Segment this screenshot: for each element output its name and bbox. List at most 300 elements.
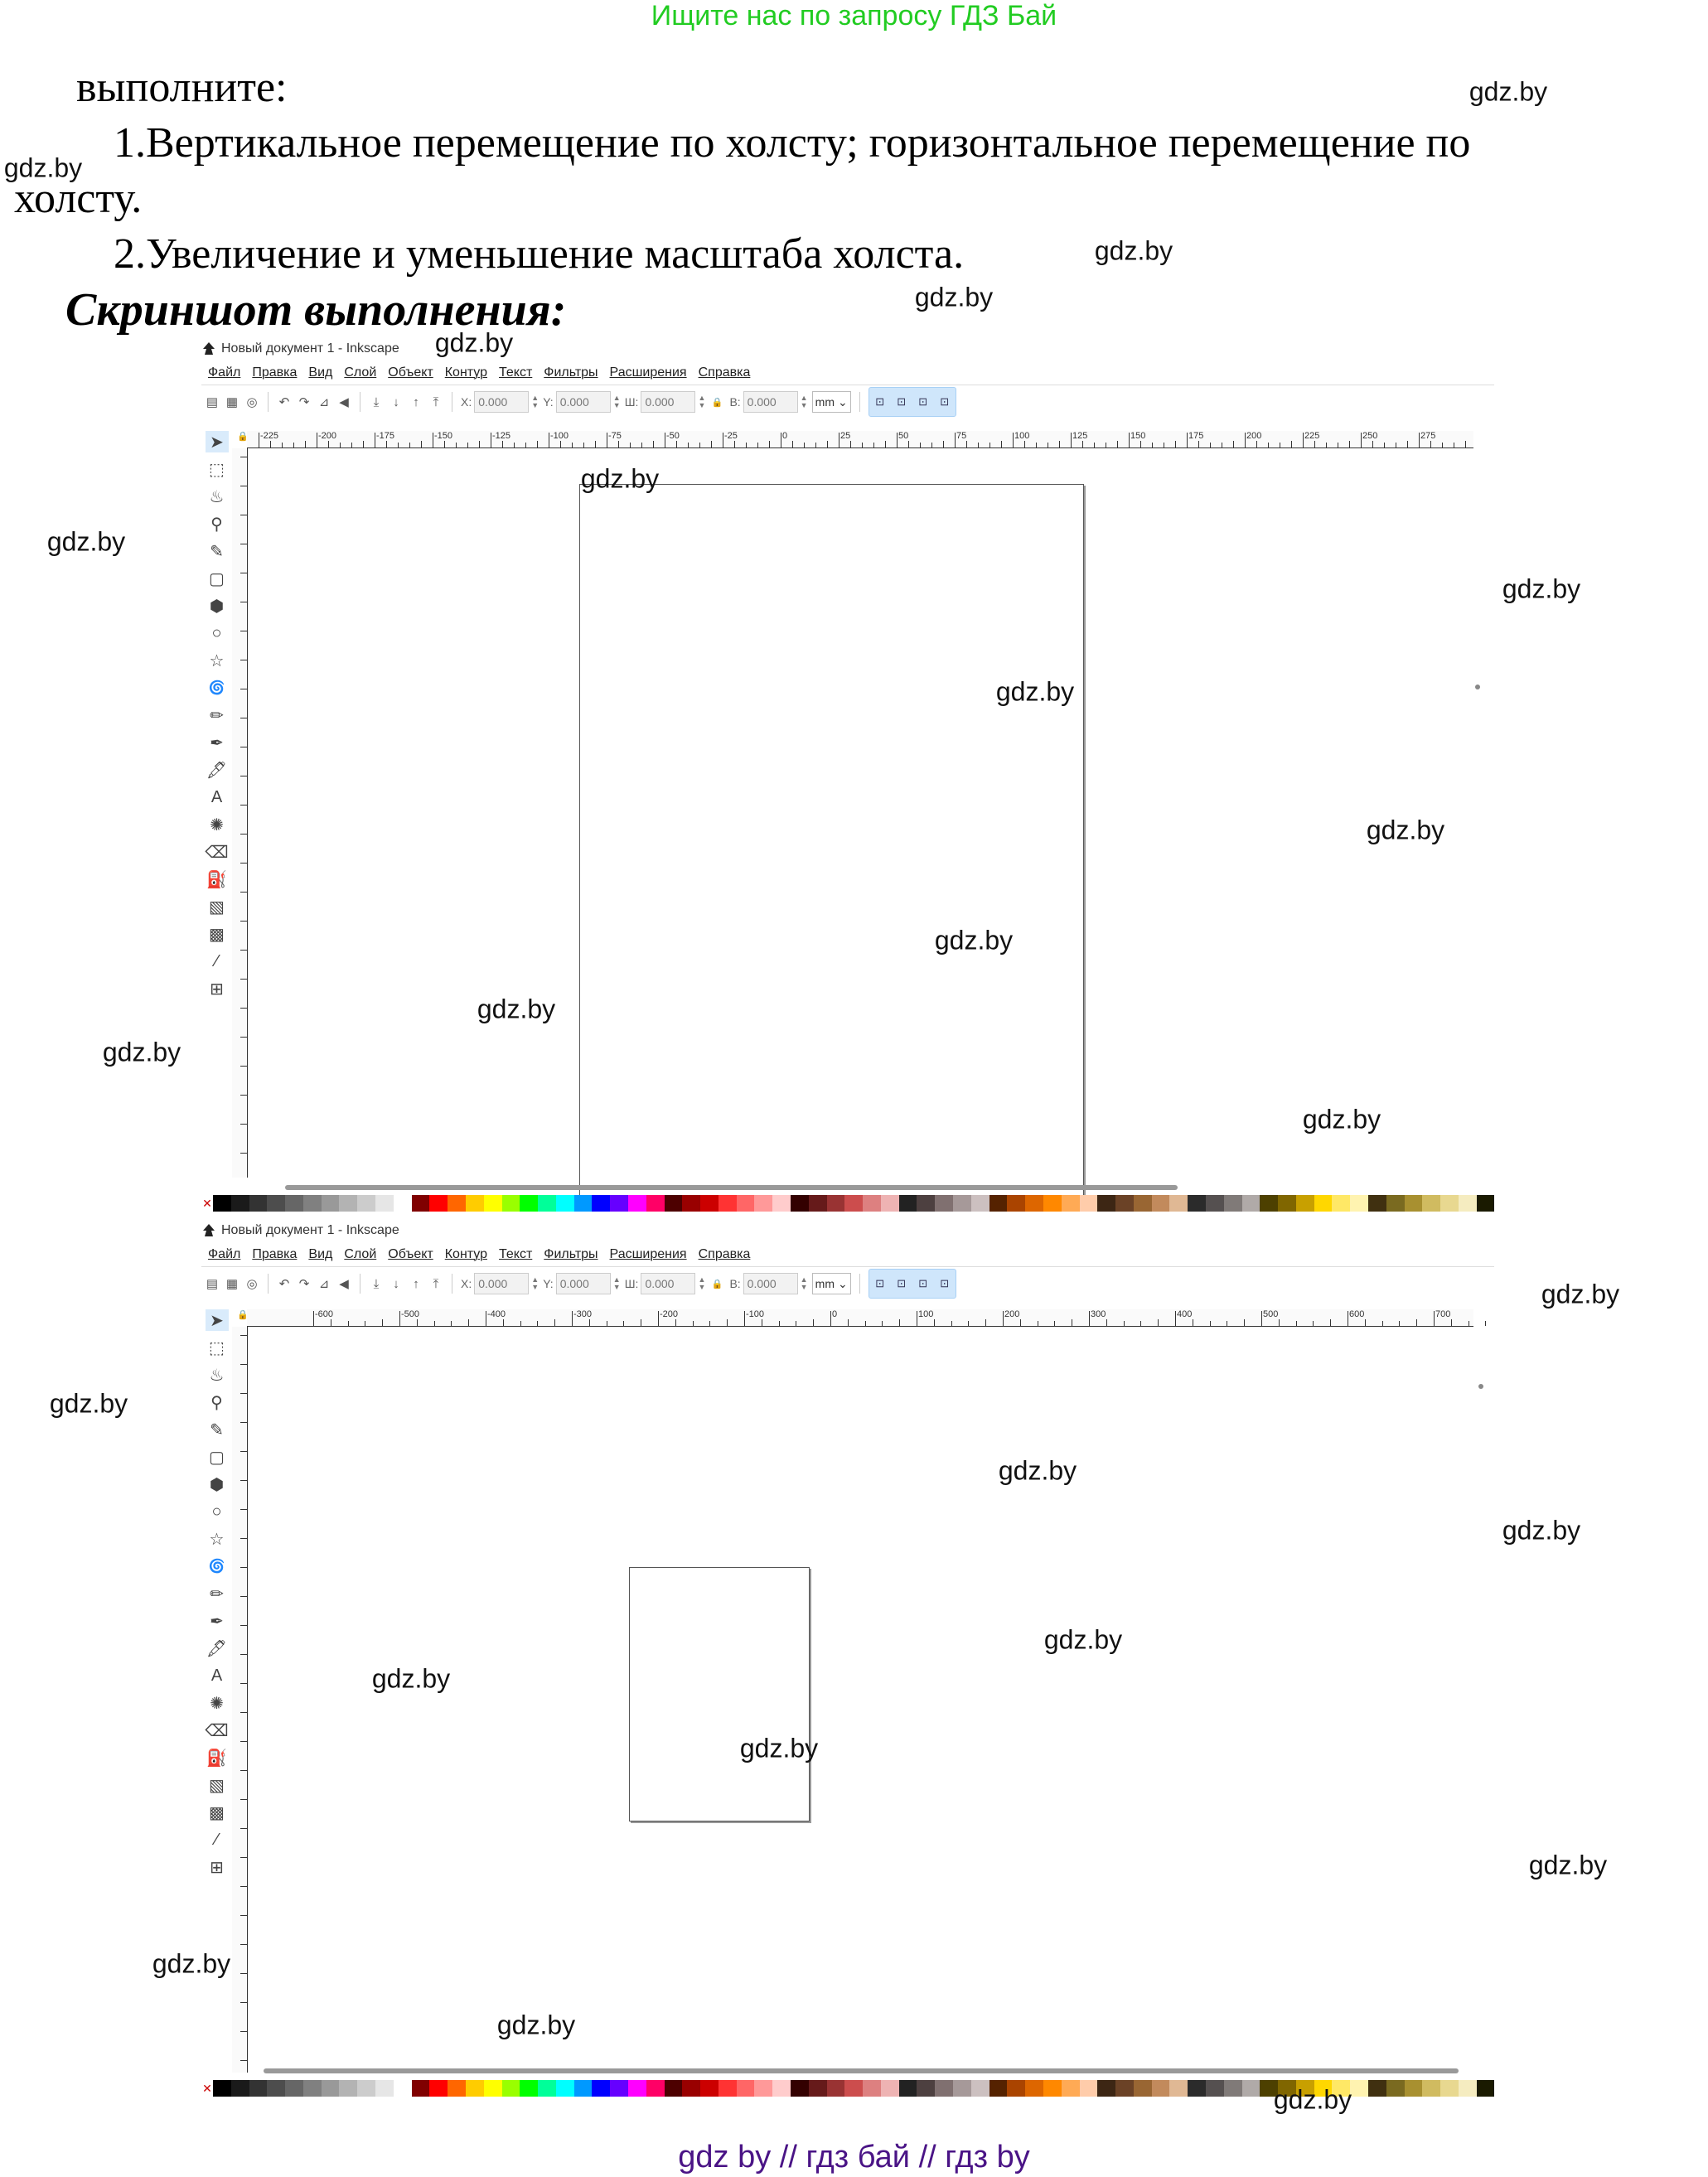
color-swatch[interactable] [719, 1195, 737, 1212]
color-swatch[interactable] [1386, 2080, 1405, 2097]
color-swatch[interactable] [1169, 1195, 1188, 1212]
color-swatch[interactable] [809, 2080, 827, 2097]
ruler-minor-tick [1198, 441, 1199, 447]
ruler-label: 700 [1435, 1309, 1451, 1319]
color-swatch[interactable] [267, 2080, 285, 2097]
snap-page-icon[interactable]: ⊡ [940, 1277, 950, 1289]
color-swatch[interactable] [1242, 2080, 1260, 2097]
ruler-minor-tick [537, 1321, 538, 1326]
menu-item-3[interactable]: Слой [344, 365, 377, 380]
color-swatch[interactable] [989, 2080, 1008, 2097]
color-swatch[interactable] [285, 2080, 303, 2097]
unit-select[interactable] [812, 391, 851, 413]
zoom-tool-icon[interactable]: ⚲ [210, 515, 223, 534]
color-swatch[interactable] [1422, 2080, 1440, 2097]
gradient-tool-icon[interactable]: ▧ [209, 897, 225, 917]
snap-others-icon[interactable]: ⊡ [918, 395, 928, 408]
color-swatch[interactable] [339, 1195, 357, 1212]
color-swatch[interactable] [1115, 1195, 1134, 1212]
ruler-tick [240, 1625, 247, 1626]
spin-buttons[interactable]: ▲ ▼ [698, 1275, 706, 1291]
color-swatch[interactable] [249, 2080, 268, 2097]
color-swatch[interactable] [322, 2080, 340, 2097]
paint-bucket-tool-icon[interactable]: ⛽ [206, 1749, 227, 1768]
raise-top-icon[interactable]: ⤒ [433, 1276, 439, 1291]
color-swatch[interactable] [1080, 1195, 1098, 1212]
ruler-minor-tick [386, 441, 387, 447]
flip-vertical-icon[interactable]: ◀ [339, 1277, 349, 1291]
color-swatch[interactable] [556, 1195, 574, 1212]
mesh-tool-icon[interactable]: ▩ [209, 1803, 225, 1822]
color-swatch[interactable] [1206, 2080, 1224, 2097]
ruler-minor-tick [862, 443, 863, 447]
color-swatch[interactable] [700, 2080, 719, 2097]
color-swatch[interactable] [665, 2080, 683, 2097]
ruler-label: 200 [1004, 1309, 1020, 1319]
flip-horizontal-icon[interactable]: ⊿ [318, 395, 330, 409]
y-input[interactable]: 0.000 [556, 391, 611, 413]
menu-item-5[interactable]: Контур [444, 1247, 488, 1261]
zoom-tool-icon[interactable]: ⚲ [210, 1393, 223, 1412]
color-swatch[interactable] [375, 1195, 394, 1212]
spin-buttons[interactable]: ▲ ▼ [531, 1275, 539, 1291]
menu-item-3[interactable]: Слой [344, 1247, 377, 1261]
color-swatch[interactable] [412, 1195, 430, 1212]
ruler-minor-tick [1365, 1319, 1366, 1326]
color-swatch[interactable] [466, 2080, 484, 2097]
menu-item-8[interactable]: Расширения [609, 365, 687, 380]
lock-ratio-icon[interactable]: 🔒 [711, 397, 723, 408]
horizontal-scrollbar-thumb[interactable] [264, 2068, 1459, 2073]
menu-item-6[interactable]: Текст [499, 1247, 533, 1261]
color-swatch[interactable] [1115, 2080, 1134, 2097]
calligraphy-tool-icon[interactable]: 🖋 [206, 1639, 228, 1658]
color-swatch[interactable] [1368, 1195, 1386, 1212]
dropper-tool-icon[interactable]: ⁄ [215, 1830, 219, 1849]
ruler-minor-tick [978, 443, 979, 447]
ruler-tick [240, 1683, 247, 1684]
vertical-ruler[interactable] [232, 448, 248, 1178]
rotate-ccw-icon[interactable]: ↶ [278, 1277, 290, 1291]
rectangle-tool-icon[interactable]: ▢ [209, 569, 225, 588]
ruler-minor-tick [351, 443, 352, 447]
color-swatch[interactable] [827, 2080, 845, 2097]
color-swatch[interactable] [429, 2080, 448, 2097]
color-swatch[interactable] [1260, 1195, 1278, 1212]
color-swatch[interactable] [556, 2080, 574, 2097]
color-swatch[interactable] [574, 2080, 593, 2097]
color-swatch[interactable] [881, 2080, 899, 2097]
text-tool-icon[interactable]: A [210, 787, 223, 806]
color-swatch[interactable] [1025, 1195, 1043, 1212]
spray-tool-icon[interactable]: ✺ [210, 1694, 224, 1713]
color-swatch[interactable] [700, 1195, 719, 1212]
measure-tool-icon[interactable]: ✎ [210, 1420, 224, 1439]
ruler-minor-tick [827, 441, 828, 447]
color-swatch[interactable] [953, 2080, 971, 2097]
raise-icon[interactable]: ↑ [413, 394, 419, 409]
eraser-tool-icon[interactable]: ⌫ [205, 843, 229, 862]
color-swatch[interactable] [1440, 1195, 1459, 1212]
star-tool-icon[interactable]: ☆ [209, 1530, 225, 1549]
color-swatch[interactable] [1134, 1195, 1152, 1212]
snap-nodes-icon[interactable]: ⊡ [897, 395, 907, 408]
color-swatch[interactable] [1188, 2080, 1206, 2097]
ellipse-tool-icon[interactable]: ○ [211, 1502, 222, 1521]
snap-page-icon[interactable]: ⊡ [940, 395, 950, 408]
watermark: gdz.by [1528, 1850, 1608, 1880]
ruler-minor-tick [641, 443, 642, 447]
ruler-tick [240, 1066, 247, 1067]
select-all-layers-icon[interactable]: ▦ [225, 1277, 239, 1291]
gradient-tool-icon[interactable]: ▧ [209, 1776, 225, 1795]
text-tool-icon[interactable]: A [210, 1666, 223, 1685]
raise-icon[interactable]: ↑ [413, 1276, 419, 1291]
color-swatch[interactable] [791, 1195, 809, 1212]
connector-tool-icon[interactable]: ⊞ [210, 980, 224, 999]
ruler-minor-tick [709, 1321, 710, 1326]
color-swatch[interactable] [1025, 2080, 1043, 2097]
menu-item-9[interactable]: Справка [698, 1247, 751, 1261]
color-swatch[interactable] [231, 2080, 249, 2097]
color-swatch[interactable] [610, 1195, 628, 1212]
deselect-icon[interactable]: ◎ [246, 395, 258, 409]
height-input[interactable]: 0.000 [743, 391, 798, 413]
color-swatch[interactable] [628, 1195, 646, 1212]
color-swatch[interactable] [1007, 1195, 1025, 1212]
color-swatch[interactable] [881, 1195, 899, 1212]
color-swatch[interactable] [1350, 1195, 1368, 1212]
pencil-tool-icon[interactable]: ✏ [210, 1584, 224, 1604]
drawing-canvas[interactable] [248, 1327, 1473, 2073]
color-swatch[interactable] [665, 1195, 683, 1212]
lower-icon[interactable]: ↓ [393, 394, 399, 409]
ruler-minor-tick [1175, 441, 1176, 447]
color-swatch[interactable] [502, 2080, 520, 2097]
color-swatch[interactable] [844, 2080, 863, 2097]
ruler-minor-tick [1020, 1319, 1021, 1326]
vertical-scrollbar-thumb[interactable] [1478, 1384, 1483, 1389]
star-tool-icon[interactable]: ☆ [209, 651, 225, 670]
color-swatch[interactable] [322, 1195, 340, 1212]
color-swatch[interactable] [971, 1195, 989, 1212]
x-input[interactable]: 0.000 [474, 391, 529, 413]
color-swatch[interactable] [502, 1195, 520, 1212]
color-swatch[interactable] [375, 2080, 394, 2097]
ruler-major-tick [1187, 433, 1188, 447]
spray-tool-icon[interactable]: ✺ [210, 815, 224, 835]
menu-item-2[interactable]: Вид [308, 1247, 333, 1261]
ruler-minor-tick [382, 1319, 383, 1326]
color-swatch[interactable] [1080, 2080, 1098, 2097]
color-swatch[interactable] [610, 2080, 628, 2097]
color-swatch[interactable] [863, 2080, 881, 2097]
ruler-minor-tick [943, 441, 944, 447]
ruler-minor-tick [456, 443, 457, 447]
color-swatch[interactable] [899, 1195, 917, 1212]
height-input[interactable]: 0.000 [743, 1273, 798, 1294]
color-swatch[interactable] [772, 2080, 791, 2097]
tweak-tool-icon[interactable]: ♨ [209, 1366, 225, 1385]
rotate-cw-icon[interactable]: ↷ [298, 1277, 310, 1291]
horizontal-scrollbar-thumb[interactable] [285, 1185, 1178, 1190]
pencil-tool-icon[interactable]: ✏ [210, 706, 224, 725]
color-swatch[interactable] [574, 1195, 593, 1212]
horizontal-ruler[interactable] [237, 1309, 1473, 1327]
spin-buttons[interactable]: ▲ ▼ [531, 394, 539, 409]
unit-select[interactable] [812, 1273, 851, 1294]
tool-controls-bar [205, 1268, 956, 1299]
snap-bbox-icon[interactable]: ⊡ [875, 1277, 885, 1289]
color-swatch[interactable] [1152, 2080, 1170, 2097]
ruler-major-tick [1261, 1311, 1262, 1326]
color-swatch[interactable] [357, 2080, 375, 2097]
selector-tool-icon[interactable]: ➤ [206, 431, 229, 452]
node-tool-icon[interactable]: ⬚ [209, 1338, 225, 1357]
box-3d-tool-icon[interactable]: ⬢ [209, 597, 225, 616]
color-swatch[interactable] [935, 2080, 953, 2097]
color-swatch[interactable] [1224, 2080, 1242, 2097]
calligraphy-tool-icon[interactable]: 🖋 [206, 761, 228, 780]
color-swatch[interactable] [357, 1195, 375, 1212]
mesh-tool-icon[interactable]: ▩ [209, 925, 225, 944]
color-swatch[interactable] [1097, 1195, 1115, 1212]
snap-others-icon[interactable]: ⊡ [918, 1277, 928, 1289]
color-swatch[interactable] [484, 2080, 502, 2097]
watermark: gdz.by [1094, 235, 1173, 266]
ruler-label: 250 [1362, 431, 1378, 441]
color-swatch[interactable] [1459, 1195, 1477, 1212]
color-swatch[interactable] [285, 1195, 303, 1212]
color-swatch[interactable] [844, 1195, 863, 1212]
selector-tool-icon[interactable]: ➤ [206, 1309, 229, 1331]
ellipse-tool-icon[interactable]: ○ [211, 623, 222, 642]
color-swatch[interactable] [1043, 1195, 1062, 1212]
color-swatch[interactable] [1169, 2080, 1188, 2097]
ruler-minor-tick [282, 443, 283, 447]
spin-buttons[interactable]: ▲ ▼ [800, 1275, 808, 1291]
color-swatch[interactable] [592, 2080, 610, 2097]
color-swatch[interactable] [592, 1195, 610, 1212]
no-paint-swatch[interactable]: ✕ [202, 2082, 212, 2095]
color-swatch[interactable] [1206, 1195, 1224, 1212]
color-swatch[interactable] [1314, 1195, 1333, 1212]
menu-item-7[interactable]: Фильтры [544, 365, 598, 380]
lock-ratio-icon[interactable]: 🔒 [711, 1279, 723, 1289]
ruler-minor-tick [618, 441, 619, 447]
dropper-tool-icon[interactable]: ⁄ [215, 951, 219, 970]
drawing-canvas[interactable] [248, 448, 1473, 1178]
color-swatch[interactable] [1405, 1195, 1423, 1212]
ruler-minor-tick [676, 441, 677, 447]
menu-item-4[interactable]: Объект [388, 365, 433, 380]
eraser-tool-icon[interactable]: ⌫ [205, 1721, 229, 1740]
color-swatch[interactable] [1007, 2080, 1025, 2097]
color-swatch[interactable] [1043, 2080, 1062, 2097]
measure-tool-icon[interactable]: ✎ [210, 542, 224, 561]
color-swatch[interactable] [339, 2080, 357, 2097]
color-swatch[interactable] [1477, 2080, 1494, 2097]
color-swatch[interactable] [448, 2080, 466, 2097]
color-swatch[interactable] [1062, 2080, 1080, 2097]
color-swatch[interactable] [1350, 2080, 1368, 2097]
horizontal-ruler[interactable] [237, 431, 1473, 448]
color-swatch[interactable] [899, 2080, 917, 2097]
toolbox [201, 1309, 232, 1878]
field-y [543, 1273, 619, 1294]
color-swatch[interactable] [917, 1195, 935, 1212]
color-swatch[interactable] [394, 2080, 412, 2097]
menu-item-5[interactable]: Контур [444, 365, 488, 380]
lower-icon[interactable]: ↓ [393, 1276, 399, 1291]
menu-item-1[interactable]: Правка [252, 1247, 298, 1261]
box-3d-tool-icon[interactable]: ⬢ [209, 1475, 225, 1494]
y-input[interactable]: 0.000 [556, 1273, 611, 1294]
spin-buttons[interactable]: ▲ ▼ [612, 1275, 621, 1291]
color-swatch[interactable] [267, 1195, 285, 1212]
color-swatch[interactable] [412, 2080, 430, 2097]
node-tool-icon[interactable]: ⬚ [209, 460, 225, 479]
ruler-minor-tick [340, 443, 341, 447]
color-swatch[interactable] [1368, 2080, 1386, 2097]
color-swatch[interactable] [628, 2080, 646, 2097]
select-all-icon[interactable]: ▤ [206, 395, 219, 409]
width-input[interactable]: 0.000 [641, 1273, 695, 1294]
menu-item-0[interactable]: Файл [208, 365, 241, 380]
lower-bottom-icon[interactable]: ⤓ [373, 1276, 380, 1291]
width-input[interactable]: 0.000 [641, 391, 695, 413]
color-swatch[interactable] [1422, 1195, 1440, 1212]
color-swatch[interactable] [249, 1195, 268, 1212]
spiral-tool-icon[interactable]: 🌀 [208, 681, 225, 695]
color-swatch[interactable] [791, 2080, 809, 2097]
raise-top-icon[interactable]: ⤒ [433, 394, 439, 409]
color-swatch[interactable] [448, 1195, 466, 1212]
color-swatch[interactable] [646, 1195, 665, 1212]
color-swatch[interactable] [213, 1195, 231, 1212]
deselect-icon[interactable]: ◎ [246, 1277, 258, 1291]
pen-tool-icon[interactable]: ✒ [210, 733, 224, 752]
snap-nodes-icon[interactable]: ⊡ [897, 1277, 907, 1289]
color-swatch[interactable] [1278, 1195, 1296, 1212]
color-swatch[interactable] [231, 1195, 249, 1212]
menu-item-9[interactable]: Справка [698, 365, 751, 380]
spiral-tool-icon[interactable]: 🌀 [208, 1560, 225, 1574]
color-swatch[interactable] [646, 2080, 665, 2097]
color-swatch[interactable] [213, 2080, 231, 2097]
ruler-minor-tick [1314, 441, 1315, 447]
color-swatch[interactable] [737, 1195, 755, 1212]
color-swatch[interactable] [394, 1195, 412, 1212]
color-swatch[interactable] [429, 1195, 448, 1212]
inkscape-window-zoomed-out [201, 1218, 1494, 2098]
color-swatch[interactable] [1459, 2080, 1477, 2097]
select-all-layers-icon[interactable]: ▦ [225, 395, 239, 409]
color-swatch[interactable] [754, 1195, 772, 1212]
color-swatch[interactable] [303, 1195, 322, 1212]
tweak-tool-icon[interactable]: ♨ [209, 487, 225, 506]
menu-item-6[interactable]: Текст [499, 365, 533, 380]
color-swatch[interactable] [737, 2080, 755, 2097]
color-swatch[interactable] [772, 1195, 791, 1212]
spin-buttons[interactable]: ▲ ▼ [800, 394, 808, 409]
color-swatch[interactable] [1296, 1195, 1314, 1212]
color-swatch[interactable] [989, 1195, 1008, 1212]
color-swatch[interactable] [719, 2080, 737, 2097]
watermark: gdz.by [102, 1037, 181, 1067]
x-input[interactable]: 0.000 [474, 1273, 529, 1294]
spin-buttons[interactable]: ▲ ▼ [698, 394, 706, 409]
color-swatch[interactable] [1477, 1195, 1494, 1212]
color-swatch[interactable] [520, 2080, 538, 2097]
color-swatch[interactable] [682, 2080, 700, 2097]
color-swatch[interactable] [1242, 1195, 1260, 1212]
connector-tool-icon[interactable]: ⊞ [210, 1858, 224, 1877]
menu-item-0[interactable]: Файл [208, 1247, 241, 1261]
color-swatch[interactable] [917, 2080, 935, 2097]
color-swatch[interactable] [1188, 1195, 1206, 1212]
color-swatch[interactable] [971, 2080, 989, 2097]
ruler-label: -200 [318, 431, 337, 441]
no-paint-swatch[interactable]: ✕ [202, 1197, 212, 1210]
color-swatch[interactable] [1332, 1195, 1350, 1212]
rotate-ccw-icon[interactable]: ↶ [278, 395, 290, 409]
menu-item-7[interactable]: Фильтры [544, 1247, 598, 1261]
color-swatch[interactable] [754, 2080, 772, 2097]
snap-bbox-icon[interactable]: ⊡ [875, 395, 885, 408]
color-swatch[interactable] [682, 1195, 700, 1212]
ruler-label: 275 [1420, 431, 1436, 441]
rotate-cw-icon[interactable]: ↷ [298, 395, 310, 409]
color-swatch[interactable] [1405, 2080, 1423, 2097]
color-swatch[interactable] [538, 1195, 556, 1212]
menu-item-2[interactable]: Вид [308, 365, 333, 380]
color-swatch[interactable] [1097, 2080, 1115, 2097]
color-swatch[interactable] [935, 1195, 953, 1212]
menu-item-4[interactable]: Объект [388, 1247, 433, 1261]
ruler-minor-tick [554, 1319, 555, 1326]
color-swatch[interactable] [1386, 1195, 1405, 1212]
flip-vertical-icon[interactable]: ◀ [339, 395, 349, 409]
flip-horizontal-icon[interactable]: ⊿ [318, 1277, 330, 1291]
color-swatch[interactable] [484, 1195, 502, 1212]
color-swatch[interactable] [538, 2080, 556, 2097]
paint-bucket-tool-icon[interactable]: ⛽ [206, 870, 227, 889]
color-swatch[interactable] [303, 2080, 322, 2097]
color-swatch[interactable] [953, 1195, 971, 1212]
color-swatch[interactable] [863, 1195, 881, 1212]
watermark: gdz.by [477, 994, 556, 1024]
menu-item-1[interactable]: Правка [252, 365, 298, 380]
vertical-ruler[interactable] [232, 1327, 248, 2073]
color-swatch[interactable] [1062, 1195, 1080, 1212]
color-swatch[interactable] [1224, 1195, 1242, 1212]
color-swatch[interactable] [1440, 2080, 1459, 2097]
vertical-scrollbar-thumb[interactable] [1475, 685, 1480, 689]
pen-tool-icon[interactable]: ✒ [210, 1612, 224, 1631]
spin-buttons[interactable]: ▲ ▼ [612, 394, 621, 409]
color-swatch[interactable] [809, 1195, 827, 1212]
lower-bottom-icon[interactable]: ⤓ [373, 394, 380, 409]
color-swatch[interactable] [827, 1195, 845, 1212]
color-swatch[interactable] [1134, 2080, 1152, 2097]
color-swatch[interactable] [520, 1195, 538, 1212]
color-swatch[interactable] [1152, 1195, 1170, 1212]
rectangle-tool-icon[interactable]: ▢ [209, 1448, 225, 1467]
menu-item-8[interactable]: Расширения [609, 1247, 687, 1261]
color-swatch[interactable] [466, 1195, 484, 1212]
select-all-icon[interactable]: ▤ [206, 1277, 219, 1291]
